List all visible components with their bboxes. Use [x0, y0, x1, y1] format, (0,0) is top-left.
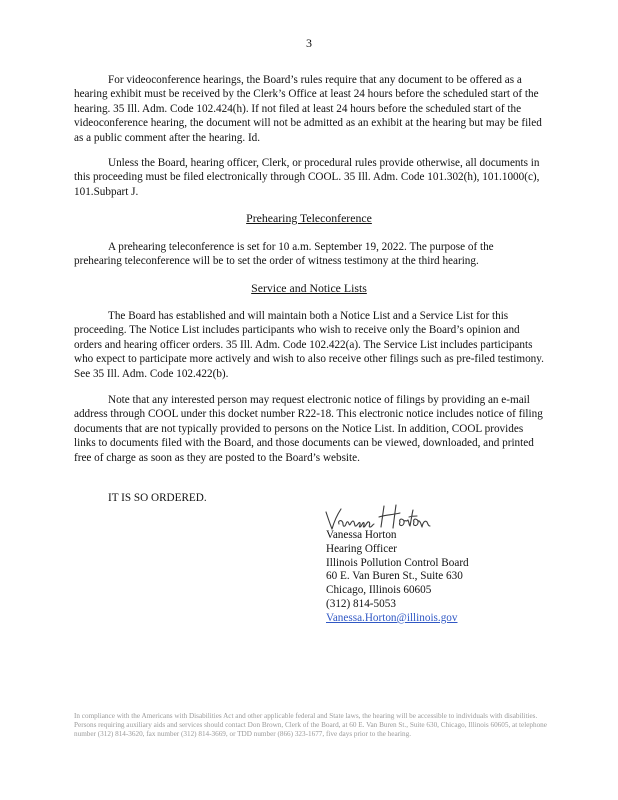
- paragraph-electronic-filing: Unless the Board, hearing officer, Clerk, or procedural rules provide otherwise, all documents in this proceeding must be filed electronically through COOL. 35 Ill. Adm. Code 101.302(h), 101.1000(c), 101.Subpart J.: [74, 157, 540, 198]
- ada-footer-notice: In compliance with the Americans with Disabilities Act and other applicable federal and State laws, the hearing will be accessible to individuals with disabilities. Persons requiring auxiliary aids and services should contact Don Brown, Clerk of the Board, at 60 E. Van Buren St., Suite 630, Chicago, Illinois 60605, at telephone number (312) 814-3620, fax number (312) 814-3669, or TDD number (866) 323-1677, five days prior to the hearing.: [74, 712, 547, 738]
- signer-address-line2: Chicago, Illinois 60605: [326, 584, 432, 597]
- so-ordered-statement: IT IS SO ORDERED.: [108, 492, 207, 504]
- heading-prehearing-teleconference: Prehearing Teleconference: [246, 211, 372, 225]
- paragraph-prehearing-teleconference: A prehearing teleconference is set for 10 a.m. September 19, 2022. The purpose of the prehearing teleconference will be to set the order of witness testimony at the third hearing.: [74, 241, 494, 268]
- heading-service-notice-lists: Service and Notice Lists: [251, 281, 367, 295]
- paragraph-videoconference-exhibits: For videoconference hearings, the Board’s rules require that any document to be offered as a hearing exhibit must be received by the Clerk’s Office at least 24 hours before the scheduled start of the hearing. 35 Ill. Adm. Code 102.424(h). If not filed at least 24 hours before the scheduled start of the videoconference hearing, the document will not be admitted as an exhibit at the hearing but may be filed as a public comment after the hearing. Id.: [74, 74, 542, 144]
- signer-name: Vanessa Horton: [326, 529, 397, 541]
- paragraph-service-notice-lists: The Board has established and will maintain both a Notice List and a Service List for this proceeding. The Notice List includes participants who wish to receive only the Board’s opinion and orders and hearing officer orders. 35 Ill. Adm. Code 102.422(a). The Service List includes participants who expect to participate more actively and wish to also receive other filings such as pre-filed testimony. See 35 Ill. Adm. Code 102.422(b).: [74, 310, 544, 380]
- page-number: 3: [306, 36, 312, 50]
- signature-block: [326, 529, 469, 626]
- signer-email-link[interactable]: Vanessa.Horton@illinois.gov: [326, 611, 458, 624]
- signer-organization: Illinois Pollution Control Board: [326, 556, 469, 569]
- paragraph-electronic-notice: Note that any interested person may request electronic notice of filings by providing an e-mail address through COOL under this docket number R22-18. This electronic notice includes notice of filing documents that are not typically provided to persons on the Notice List. In addition, COOL provides links to documents filed with the Board, and those documents can be viewed, downloaded, and printed free of charge as soon as they are posted to the Board’s website.: [74, 394, 543, 464]
- signer-title: Hearing Officer: [326, 542, 397, 555]
- signer-phone: (312) 814-5053: [326, 597, 396, 610]
- signer-address-line1: 60 E. Van Buren St., Suite 630: [326, 570, 463, 583]
